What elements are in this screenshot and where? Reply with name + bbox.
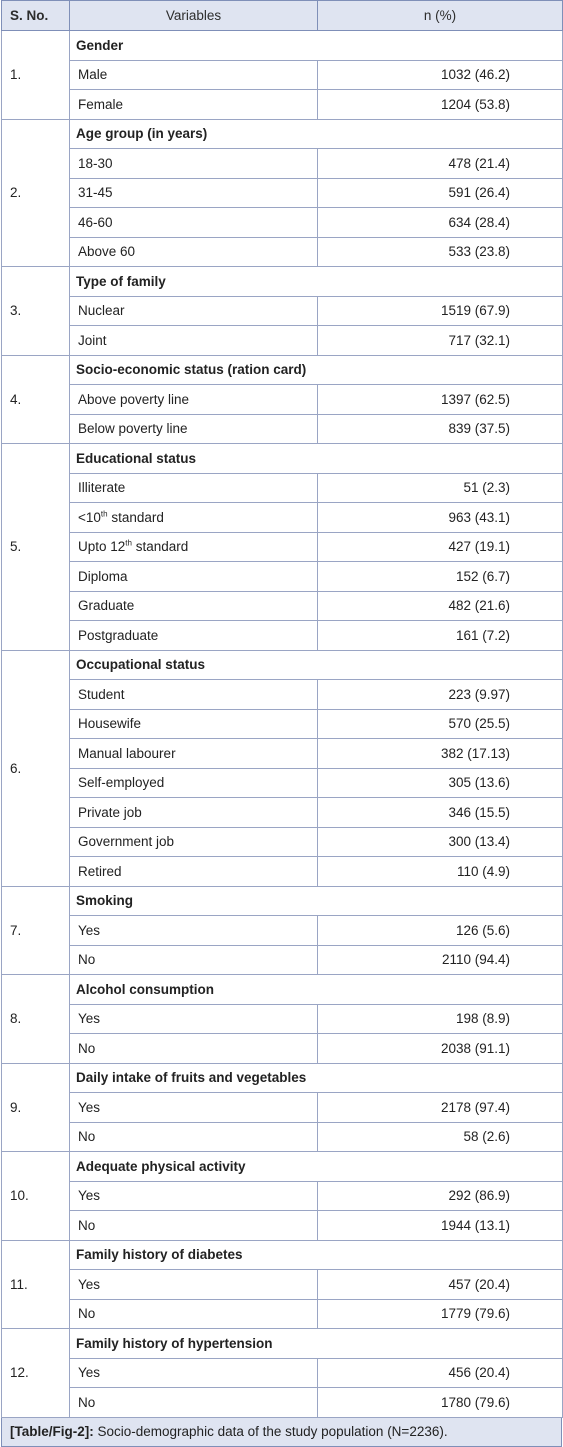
group-heading-row xyxy=(2,1063,563,1093)
label-text: 18-30 xyxy=(78,155,113,171)
value-cell: 292 (86.9) xyxy=(318,1181,563,1211)
group-heading-row xyxy=(2,1329,563,1359)
group-title: Gender xyxy=(70,31,563,61)
socio-demographic-table xyxy=(1,0,563,1418)
table-row xyxy=(2,503,563,533)
variable-label xyxy=(70,414,318,444)
table-row xyxy=(2,385,563,415)
group-title: Educational status xyxy=(70,444,563,474)
table-row xyxy=(2,473,563,503)
variable-label xyxy=(70,945,318,975)
value-cell: 963 (43.1) xyxy=(318,503,563,533)
table-row xyxy=(2,768,563,798)
value-cell: 457 (20.4) xyxy=(318,1270,563,1300)
variable-label xyxy=(70,916,318,946)
group-heading-row xyxy=(2,886,563,916)
table-row xyxy=(2,591,563,621)
variable-label xyxy=(70,149,318,179)
group-title: Daily intake of fruits and vegetables xyxy=(70,1063,563,1093)
label-text: Diploma xyxy=(78,568,128,584)
table-row xyxy=(2,798,563,828)
label-text: Illiterate xyxy=(78,480,126,496)
value-cell: 839 (37.5) xyxy=(318,414,563,444)
group-title: Family history of hypertension xyxy=(70,1329,563,1359)
label-suffix: standard xyxy=(131,539,189,555)
label-text: No xyxy=(78,1306,96,1322)
variable-label xyxy=(70,798,318,828)
label-superscript: th xyxy=(125,538,132,548)
group-title: Socio-economic status (ration card) xyxy=(70,355,563,385)
table-caption xyxy=(1,1418,562,1447)
value-cell: 1397 (62.5) xyxy=(318,385,563,415)
label-text: Housewife xyxy=(78,716,142,732)
table-row xyxy=(2,1034,563,1064)
value-cell: 126 (5.6) xyxy=(318,916,563,946)
value-cell: 1032 (46.2) xyxy=(318,60,563,90)
serial-number: 6. xyxy=(2,650,70,886)
table-row xyxy=(2,1093,563,1123)
table-row xyxy=(2,739,563,769)
table-figure xyxy=(1,0,562,1447)
label-text: Student xyxy=(78,686,125,702)
variable-label xyxy=(70,1122,318,1152)
label-text: No xyxy=(78,952,96,968)
value-cell: 1779 (79.6) xyxy=(318,1299,563,1329)
label-text: Yes xyxy=(78,1188,101,1204)
variable-label xyxy=(70,562,318,592)
table-row xyxy=(2,945,563,975)
label-text: Graduate xyxy=(78,598,135,614)
table-row xyxy=(2,1181,563,1211)
table-row xyxy=(2,916,563,946)
table-row xyxy=(2,680,563,710)
serial-number: 5. xyxy=(2,444,70,651)
group-heading-row xyxy=(2,267,563,297)
serial-number: 8. xyxy=(2,975,70,1064)
table-row xyxy=(2,149,563,179)
value-cell: 382 (17.13) xyxy=(318,739,563,769)
variable-label xyxy=(70,1270,318,1300)
table-body xyxy=(2,31,563,1418)
variable-label xyxy=(70,591,318,621)
label-text: <10 xyxy=(78,509,101,525)
value-cell: 223 (9.97) xyxy=(318,680,563,710)
label-text: No xyxy=(78,1217,96,1233)
value-cell: 110 (4.9) xyxy=(318,857,563,887)
value-cell: 305 (13.6) xyxy=(318,768,563,798)
value-cell: 58 (2.6) xyxy=(318,1122,563,1152)
group-heading-row xyxy=(2,119,563,149)
value-cell: 591 (26.4) xyxy=(318,178,563,208)
value-cell: 2110 (94.4) xyxy=(318,945,563,975)
value-cell: 482 (21.6) xyxy=(318,591,563,621)
value-cell: 1519 (67.9) xyxy=(318,296,563,326)
value-cell: 300 (13.4) xyxy=(318,827,563,857)
label-text: Yes xyxy=(78,1011,101,1027)
table-row xyxy=(2,90,563,120)
serial-number: 7. xyxy=(2,886,70,975)
variable-label xyxy=(70,1034,318,1064)
variable-label xyxy=(70,1388,318,1418)
value-cell: 570 (25.5) xyxy=(318,709,563,739)
label-text: 46-60 xyxy=(78,214,113,230)
group-title: Smoking xyxy=(70,886,563,916)
label-text: No xyxy=(78,1040,96,1056)
label-text: Postgraduate xyxy=(78,627,159,643)
variable-label xyxy=(70,1004,318,1034)
variable-label xyxy=(70,503,318,533)
variable-label xyxy=(70,1358,318,1388)
variable-label xyxy=(70,739,318,769)
serial-number: 2. xyxy=(2,119,70,267)
variable-label xyxy=(70,857,318,887)
group-title: Occupational status xyxy=(70,650,563,680)
table-row xyxy=(2,296,563,326)
value-cell: 152 (6.7) xyxy=(318,562,563,592)
caption-tag: [Table/Fig-2]: xyxy=(10,1423,94,1439)
table-row xyxy=(2,60,563,90)
table-row xyxy=(2,1358,563,1388)
table-row xyxy=(2,532,563,562)
variable-label xyxy=(70,680,318,710)
table-row xyxy=(2,326,563,356)
serial-number: 10. xyxy=(2,1152,70,1241)
variable-label xyxy=(70,60,318,90)
group-heading-row xyxy=(2,444,563,474)
table-row xyxy=(2,709,563,739)
table-row xyxy=(2,1004,563,1034)
serial-number: 9. xyxy=(2,1063,70,1152)
label-text: Nuclear xyxy=(78,303,125,319)
group-title: Age group (in years) xyxy=(70,119,563,149)
variable-label xyxy=(70,621,318,651)
label-text: Below poverty line xyxy=(78,421,188,437)
label-text: Yes xyxy=(78,1365,101,1381)
variable-label xyxy=(70,1211,318,1241)
label-text: Self-employed xyxy=(78,775,165,791)
variable-label xyxy=(70,237,318,267)
table-row xyxy=(2,237,563,267)
variable-label xyxy=(70,208,318,238)
value-cell: 1204 (53.8) xyxy=(318,90,563,120)
variable-label xyxy=(70,768,318,798)
value-cell: 634 (28.4) xyxy=(318,208,563,238)
value-cell: 198 (8.9) xyxy=(318,1004,563,1034)
variable-label xyxy=(70,827,318,857)
variable-label xyxy=(70,326,318,356)
serial-number: 3. xyxy=(2,267,70,356)
value-cell: 346 (15.5) xyxy=(318,798,563,828)
label-text: Yes xyxy=(78,922,101,938)
variable-label xyxy=(70,178,318,208)
label-text: Manual labourer xyxy=(78,745,176,761)
value-cell: 1780 (79.6) xyxy=(318,1388,563,1418)
value-cell: 456 (20.4) xyxy=(318,1358,563,1388)
group-heading-row xyxy=(2,1240,563,1270)
table-row xyxy=(2,1270,563,1300)
table-row xyxy=(2,178,563,208)
value-cell: 427 (19.1) xyxy=(318,532,563,562)
table-row xyxy=(2,857,563,887)
group-heading-row xyxy=(2,355,563,385)
label-text: Upto 12 xyxy=(78,539,126,555)
serial-number: 4. xyxy=(2,355,70,444)
table-row xyxy=(2,1211,563,1241)
variable-label xyxy=(70,385,318,415)
table-row xyxy=(2,1388,563,1418)
label-text: Private job xyxy=(78,804,142,820)
group-title: Alcohol consumption xyxy=(70,975,563,1005)
header-row xyxy=(2,1,563,31)
label-text: Female xyxy=(78,96,124,112)
label-text: Joint xyxy=(78,332,107,348)
table-row xyxy=(2,1122,563,1152)
label-text: Above 60 xyxy=(78,244,136,260)
header-sno: S. No. xyxy=(2,1,70,31)
caption-text: Socio-demographic data of the study population (N=2236). xyxy=(93,1423,448,1439)
variable-label xyxy=(70,296,318,326)
value-cell: 478 (21.4) xyxy=(318,149,563,179)
value-cell: 717 (32.1) xyxy=(318,326,563,356)
value-cell: 2038 (91.1) xyxy=(318,1034,563,1064)
group-heading-row xyxy=(2,975,563,1005)
label-text: No xyxy=(78,1129,96,1145)
serial-number: 1. xyxy=(2,31,70,120)
value-cell: 533 (23.8) xyxy=(318,237,563,267)
variable-label xyxy=(70,709,318,739)
label-text: Yes xyxy=(78,1276,101,1292)
label-superscript: th xyxy=(100,509,108,519)
value-cell: 2178 (97.4) xyxy=(318,1093,563,1123)
label-text: No xyxy=(78,1394,96,1410)
variable-label xyxy=(70,1299,318,1329)
group-title: Adequate physical activity xyxy=(70,1152,563,1182)
variable-label xyxy=(70,90,318,120)
label-text: Above poverty line xyxy=(78,391,190,407)
table-row xyxy=(2,827,563,857)
header-n-percent: n (%) xyxy=(318,1,563,31)
table-row xyxy=(2,414,563,444)
group-heading-row xyxy=(2,650,563,680)
group-title: Type of family xyxy=(70,267,563,297)
variable-label xyxy=(70,532,318,562)
serial-number: 12. xyxy=(2,1329,70,1418)
header-variables: Variables xyxy=(70,1,318,31)
label-suffix: standard xyxy=(107,509,164,525)
label-text: Government job xyxy=(78,834,175,850)
label-text: Male xyxy=(78,67,108,83)
value-cell: 161 (7.2) xyxy=(318,621,563,651)
label-text: 31-45 xyxy=(78,185,113,201)
value-cell: 51 (2.3) xyxy=(318,473,563,503)
table-row xyxy=(2,562,563,592)
variable-label xyxy=(70,473,318,503)
variable-label xyxy=(70,1181,318,1211)
variable-label xyxy=(70,1093,318,1123)
group-title: Family history of diabetes xyxy=(70,1240,563,1270)
group-heading-row xyxy=(2,1152,563,1182)
table-row xyxy=(2,208,563,238)
serial-number: 11. xyxy=(2,1240,70,1329)
value-cell: 1944 (13.1) xyxy=(318,1211,563,1241)
table-row xyxy=(2,621,563,651)
group-heading-row xyxy=(2,31,563,61)
label-text: Retired xyxy=(78,863,122,879)
label-text: Yes xyxy=(78,1099,101,1115)
table-row xyxy=(2,1299,563,1329)
